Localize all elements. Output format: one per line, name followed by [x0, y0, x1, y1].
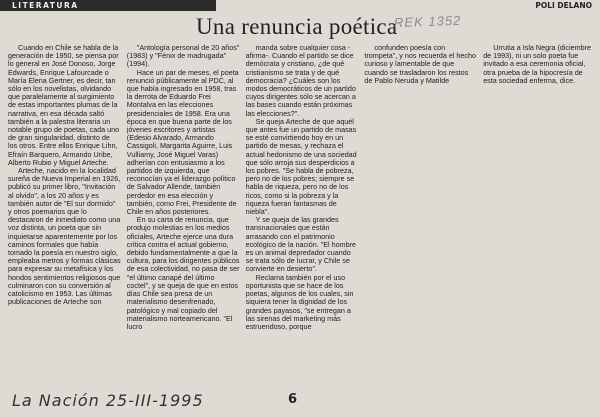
- author-byline: POLI DELANO: [535, 1, 592, 10]
- article-paragraph: Arteche, nacido en la localidad sureña de Nueva Imperial en 1926, publicó su primer libro, "Invitación al olvido", a los 20 años y es también autor de "El sur dormido" y otros poemarios que lo destacaron de inmediato como una voz distinta, un poeta que sin inquietarse aparentemente por los caminos formales que había tomado la poesía en nuestro siglo, empleaba metros y formas clásicas para expresar su metafísica y los hondos sentimientos religiosos que culminaron con su conversión al catolicismo en 1953. Las últimas publicaciones de Arteche son: [8, 166, 121, 307]
- article-paragraph: Se queja Arteche de que aquél que antes fue un partido de masas se esté convirtiendo hoy en un partido de mesas, y rechaza el actual hedonismo de una sociedad que sólo arroja sus desperdicios a los pobres. "Se habla de pobreza, pero no de los pobres; siempre se habla de riqueza, pero no de los ricos, como si la pobreza y la riqueza fueran fantasmas de niebla".: [245, 116, 357, 217]
- article-paragraph: Cuando en Chile se habla de la generación de 1950, se piensa por lo general en José Donoso, Jorge Edwards, Enrique Lafourcade o María Elena Gertner, es decir, tan sólo en los novelistas, olvidando que paralelamente al surgimiento de estas importantes plumas de la narrativa, en esa década saltó también a la palestra literaria un notable grupo de poetas, cada uno de gran singularidad, distinto de los otros. Entre ellos Enrique Lihn, Efraín Barquero, Armando Uribe, Alberto Rubio y Miguel Arteche.: [8, 44, 120, 167]
- section-label: LITERATURA: [0, 0, 216, 11]
- article-column-4: [364, 44, 477, 388]
- article-column-5: [483, 44, 596, 388]
- article-body: [8, 44, 596, 388]
- article-title: Una renuncia poética: [196, 14, 398, 39]
- article-paragraph: En su carta de renuncia, que produjo molestias en los medios oficiales, Arteche ejerce una dura crítica contra el actual gobierno, debido fundamentalmente a que la cultura, para los dirigentes públicos de esa colectividad, no pasa de ser "el último canapé del último coctel", y se queja de que en estos días Chile sea presa de un materialismo desenfrenado, patológico y mal copiado del materialismo norteamericano. "El lucro: [126, 215, 240, 331]
- handwritten-source-note: La Nación 25-III-1995: [12, 391, 204, 410]
- article-paragraph: Y se queja de las grandes transnacionales que están arrasando con el patrimonio ecológico de la nación. "El hombre es un animal depredador cuando se trata sólo de lucrar, y Chile se convierte en desierto".: [245, 215, 357, 274]
- article-paragraph: Hace un par de meses, el poeta renunció públicamente al PDC, al que había ingresado en 1958, tras la derrota de Eduardo Frei Montalva en las elecciones presidenciales de 1958. Era una época en que buena parte de los jóvenes escritores y artistas (Edesio Alvarado, Armando Cassigoli, Margarita Aguirre, Luis Vulliamy, José Miguel Varas) adherían con entusiasmo a los partidos de izquierda, que reconocían ya el liderazgo político de Salvador Allende, también perdedor en esa elección y también, como Frei, Presidente de Chile en años posteriores.: [126, 67, 239, 217]
- article-paragraph: "Antología personal de 20 años" (1983) y "Fénix de madrugada" (1994).: [126, 44, 240, 69]
- article-paragraph: Urrutia a Isla Negra (diciembre de 1993), ni un solo poeta fue invitado a esa ceremonia oficial, otra prueba de la hipocresía de esta sociedad enferma, dice.: [483, 44, 592, 85]
- article-column-2: [127, 44, 240, 388]
- archive-stamp: REK 1352: [393, 12, 462, 31]
- page-number: 6: [288, 392, 298, 407]
- article-column-1: [8, 44, 121, 388]
- article-column-3: [246, 44, 359, 388]
- article-paragraph: Reclama también por el uso oportunista que se hace de los poetas, algunos de los cuales, sin siquiera tener la dignidad de los grandes payasos, "se entregan a las sirenas del marketing más estruendoso, porque: [245, 272, 354, 331]
- article-paragraph: confunden poesía con trompeta", y nos recuerda el hecho curioso y lamentable de que cuando se trasladaron los restos de Pablo Neruda y Matilde: [364, 44, 477, 85]
- article-paragraph: manda sobre cualquier cosa -afirma-. Cuando el partido se dice demócrata y cristiano, ¿de qué cristianismo se trata y de qué democracia? ¿Cuáles son los modos democráticos de un partido cuyos dirigentes sólo se acercan a las bases cuando están próximas las elecciones?".: [245, 44, 356, 118]
